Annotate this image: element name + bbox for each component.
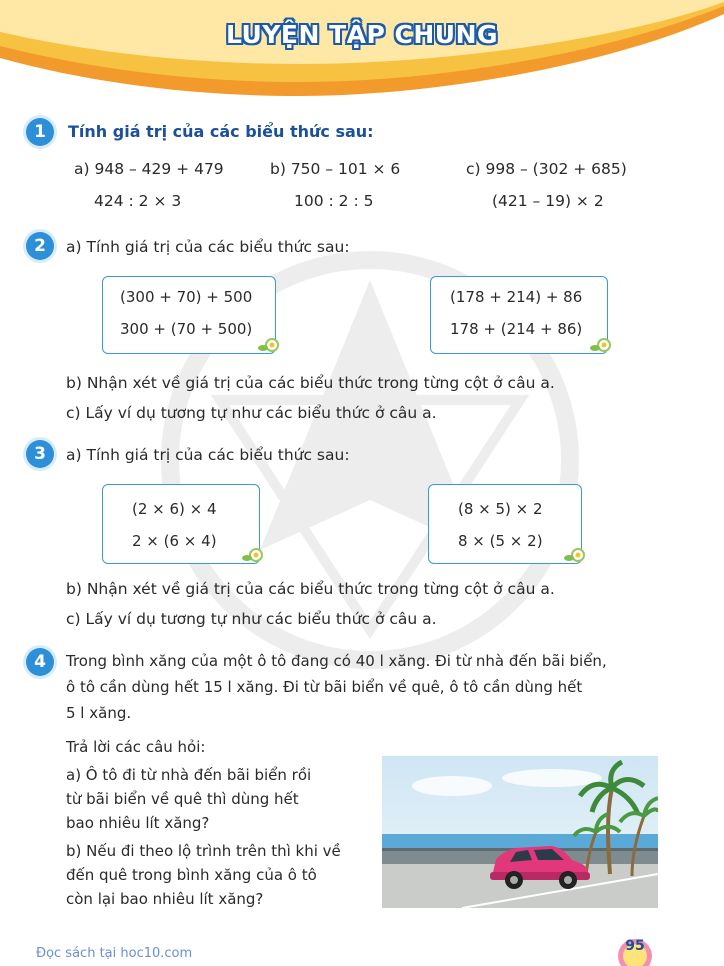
ex2-box-left-line2: 300 + (70 + 500) — [120, 320, 253, 338]
ex3-box-left — [102, 484, 260, 564]
ex1-b-line2: 100 : 2 : 5 — [294, 192, 374, 210]
ex2-box-right-line2: 178 + (214 + 86) — [450, 320, 583, 338]
ex4-question-a-line2: từ bãi biển về quê thì dùng hết — [66, 790, 299, 808]
ex4-problem-line3: 5 l xăng. — [66, 704, 132, 722]
exercise-3-heading: a) Tính giá trị của các biểu thức sau: — [66, 446, 350, 464]
ex4-problem-line1: Trong bình xăng của một ô tô đang có 40 l xăng. Đi từ nhà đến bãi biển, — [66, 652, 607, 670]
flower-decoration-icon — [258, 334, 286, 356]
ex1-a-line2: 424 : 2 × 3 — [94, 192, 182, 210]
ex4-question-b-line3: còn lại bao nhiêu lít xăng? — [66, 890, 264, 908]
footer-link[interactable]: Đọc sách tại hoc10.com — [36, 946, 193, 961]
ex4-question-a-line1: a) Ô tô đi từ nhà đến bãi biển rồi — [66, 766, 312, 784]
ex3-question-c: c) Lấy ví dụ tương tự như các biểu thức ở câu a. — [66, 610, 437, 628]
ex2-question-c: c) Lấy ví dụ tương tự như các biểu thức ở câu a. — [66, 404, 437, 422]
exercise-3-badge: 3 — [26, 440, 54, 468]
exercise-1-badge: 1 — [26, 118, 54, 146]
flower-decoration-icon — [242, 544, 270, 566]
car-on-coastal-road-illustration — [382, 756, 658, 908]
page-title: LUYỆN TẬP CHUNG — [225, 20, 499, 49]
exercise-2-badge: 2 — [26, 232, 54, 260]
exercise-4-badge: 4 — [26, 648, 54, 676]
page-number: 95 — [625, 938, 645, 954]
exercise-2-heading: a) Tính giá trị của các biểu thức sau: — [66, 238, 350, 256]
ex4-question-a-line3: bao nhiêu lít xăng? — [66, 814, 210, 832]
ex3-box-right — [428, 484, 582, 564]
ex2-box-left-line1: (300 + 70) + 500 — [120, 288, 253, 306]
ex1-a-line1: a) 948 – 429 + 479 — [74, 160, 224, 178]
flower-decoration-icon — [590, 334, 618, 356]
ex3-box-left-line2: 2 × (6 × 4) — [132, 532, 217, 550]
ex3-box-left-line1: (2 × 6) × 4 — [132, 500, 217, 518]
ex4-question-b-line2: đến quê trong bình xăng của ô tô — [66, 866, 317, 884]
ex3-box-right-line1: (8 × 5) × 2 — [458, 500, 543, 518]
header-banner — [0, 0, 724, 120]
ex4-ask: Trả lời các câu hỏi: — [66, 738, 206, 756]
ex4-problem-line2: ô tô cần dùng hết 15 l xăng. Đi từ bãi biển về quê, ô tô cần dùng hết — [66, 678, 583, 696]
ex3-box-right-line2: 8 × (5 × 2) — [458, 532, 543, 550]
ex2-box-right-line1: (178 + 214) + 86 — [450, 288, 583, 306]
ex4-question-b-line1: b) Nếu đi theo lộ trình trên thì khi về — [66, 842, 341, 860]
exercise-1-heading: Tính giá trị của các biểu thức sau: — [68, 122, 374, 141]
ex2-question-b: b) Nhận xét về giá trị của các biểu thức trong từng cột ở câu a. — [66, 374, 555, 392]
ex3-question-b: b) Nhận xét về giá trị của các biểu thức trong từng cột ở câu a. — [66, 580, 555, 598]
ex1-c-line1: c) 998 – (302 + 685) — [466, 160, 627, 178]
ex1-b-line1: b) 750 – 101 × 6 — [270, 160, 401, 178]
flower-decoration-icon — [564, 544, 592, 566]
ex1-c-line2: (421 – 19) × 2 — [492, 192, 604, 210]
